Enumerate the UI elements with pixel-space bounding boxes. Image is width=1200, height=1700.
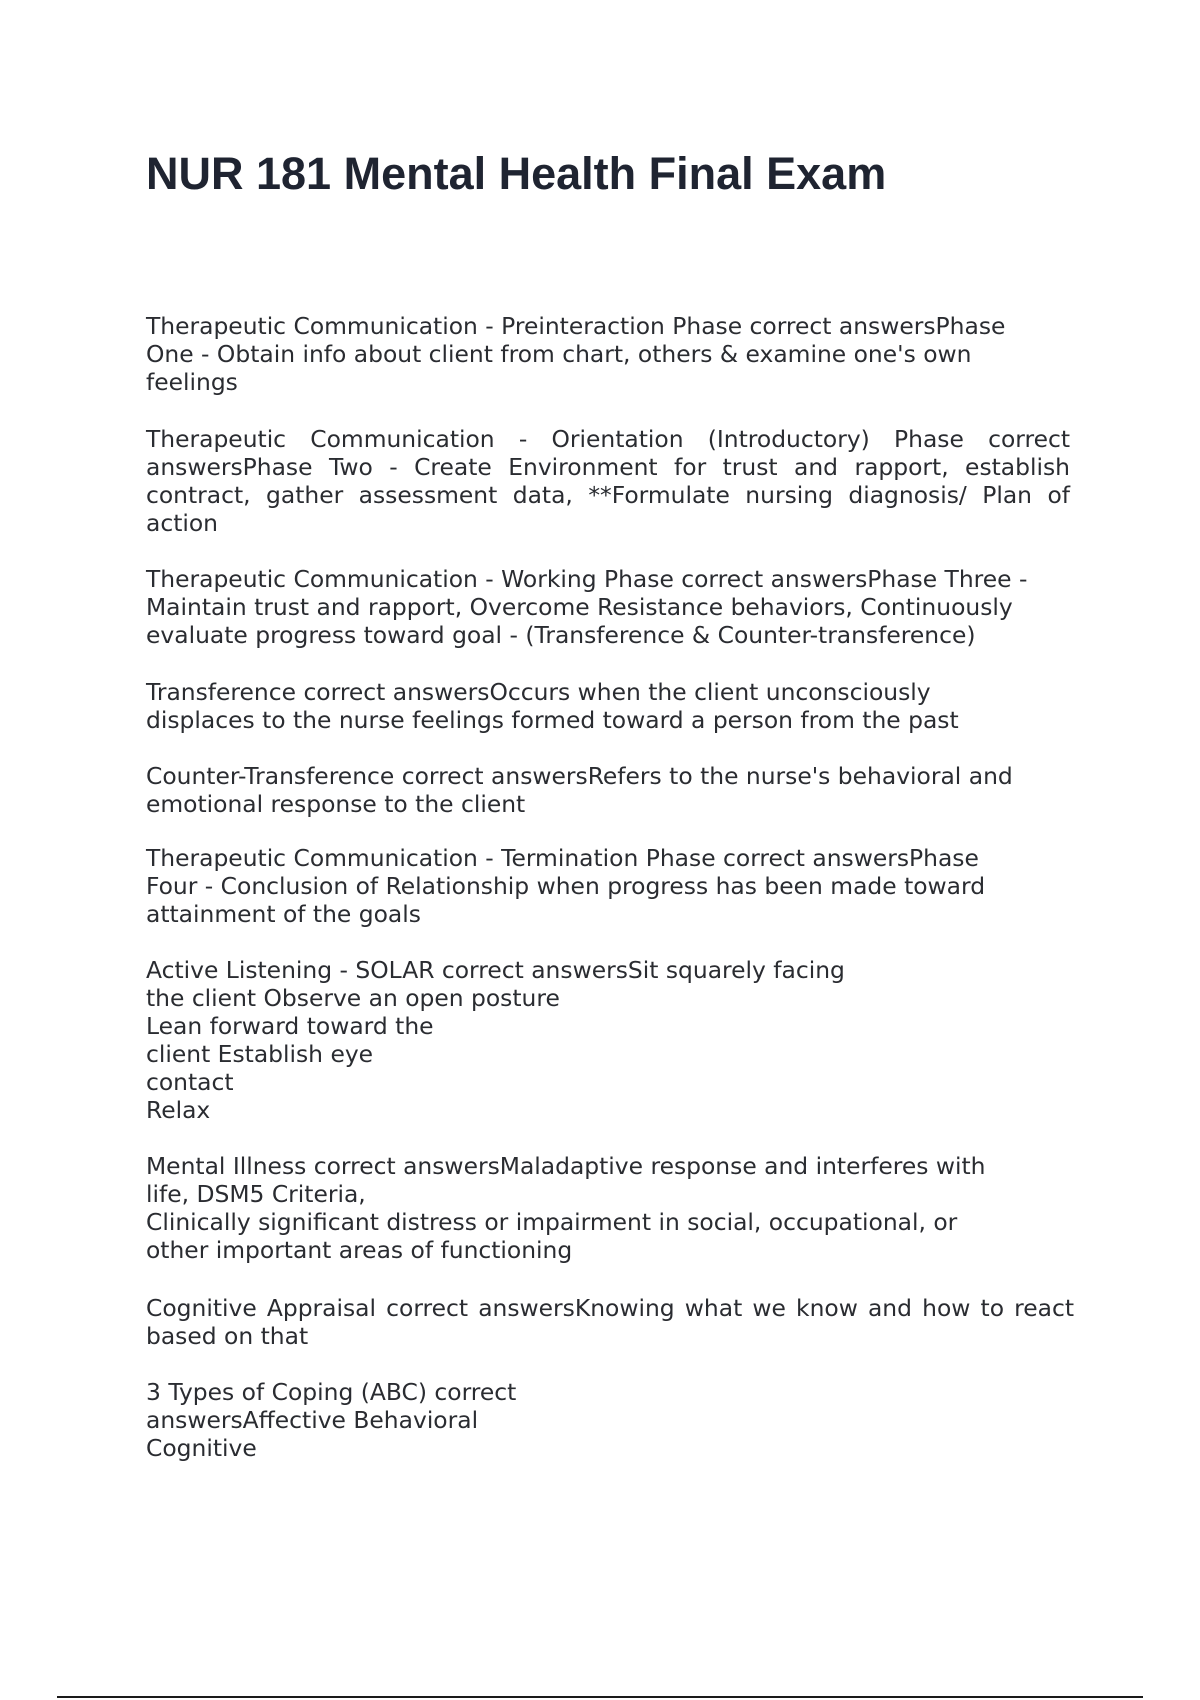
entry-line: 3 Types of Coping (ABC) correct (146, 1378, 517, 1406)
entry-line: Counter-Transference correct answersRefers to the nurse's behavioral and (146, 762, 1013, 790)
qa-entry-active-listening (146, 956, 906, 1124)
entry-line: attainment of the goals (146, 900, 421, 928)
qa-entry-orientation (146, 425, 1070, 537)
qa-entry-cognitive-appraisal (146, 1294, 1074, 1350)
entry-text: Cognitive Appraisal correct answersKnowing what we know and how to react based on that (146, 1294, 1074, 1350)
entry-line: Maintain trust and rapport, Overcome Resistance behaviors, Continuously (146, 593, 1013, 621)
qa-entry-termination (146, 844, 1046, 928)
qa-entry-coping-types (146, 1378, 646, 1462)
entry-line: displaces to the nurse feelings formed toward a person from the past (146, 706, 959, 734)
page-title: NUR 181 Mental Health Final Exam (146, 148, 887, 199)
entry-line: evaluate progress toward goal - (Transference & Counter-transference) (146, 621, 976, 649)
qa-entry-mental-illness (146, 1152, 1046, 1264)
entry-line: client Establish eye (146, 1040, 374, 1068)
entry-line: One - Obtain info about client from chart, others & examine one's own (146, 340, 972, 368)
entry-line: Therapeutic Communication - Termination Phase correct answersPhase (146, 844, 979, 872)
entry-line: emotional response to the client (146, 790, 526, 818)
entry-line: Four - Conclusion of Relationship when progress has been made toward (146, 872, 986, 900)
entry-line: Cognitive (146, 1434, 257, 1462)
entry-line: Therapeutic Communication - Preinteraction Phase correct answersPhase (146, 312, 1006, 340)
entry-line: Relax (146, 1096, 211, 1124)
entry-line: the client Observe an open posture (146, 984, 560, 1012)
entry-line: other important areas of functioning (146, 1236, 573, 1264)
entry-line: life, DSM5 Criteria, (146, 1180, 366, 1208)
qa-entry-transference (146, 678, 1046, 734)
entry-line: Therapeutic Communication - Working Phase correct answersPhase Three - (146, 565, 1028, 593)
entry-text: Therapeutic Communication - Orientation (Introductory) Phase correct answersPhase Two - Create Environment for trust and rapport, establish contract, gather assessment data, **Formulate nursing diagnosis/ Plan of action (146, 425, 1070, 537)
entry-line: feelings (146, 368, 238, 396)
footer-divider (57, 1696, 1143, 1698)
entry-line: Transference correct answersOccurs when the client unconsciously (146, 678, 931, 706)
entry-line: Active Listening - SOLAR correct answersSit squarely facing (146, 956, 845, 984)
qa-entry-preinteraction (146, 312, 1046, 396)
entry-line: Lean forward toward the (146, 1012, 434, 1040)
qa-entry-counter-transference (146, 762, 1076, 818)
entry-line: Clinically significant distress or impairment in social, occupational, or (146, 1208, 958, 1236)
qa-entry-working (146, 565, 1076, 649)
entry-line: contact (146, 1068, 234, 1096)
entry-line: answersAffective Behavioral (146, 1406, 479, 1434)
entry-line: Mental Illness correct answersMaladaptive response and interferes with (146, 1152, 986, 1180)
